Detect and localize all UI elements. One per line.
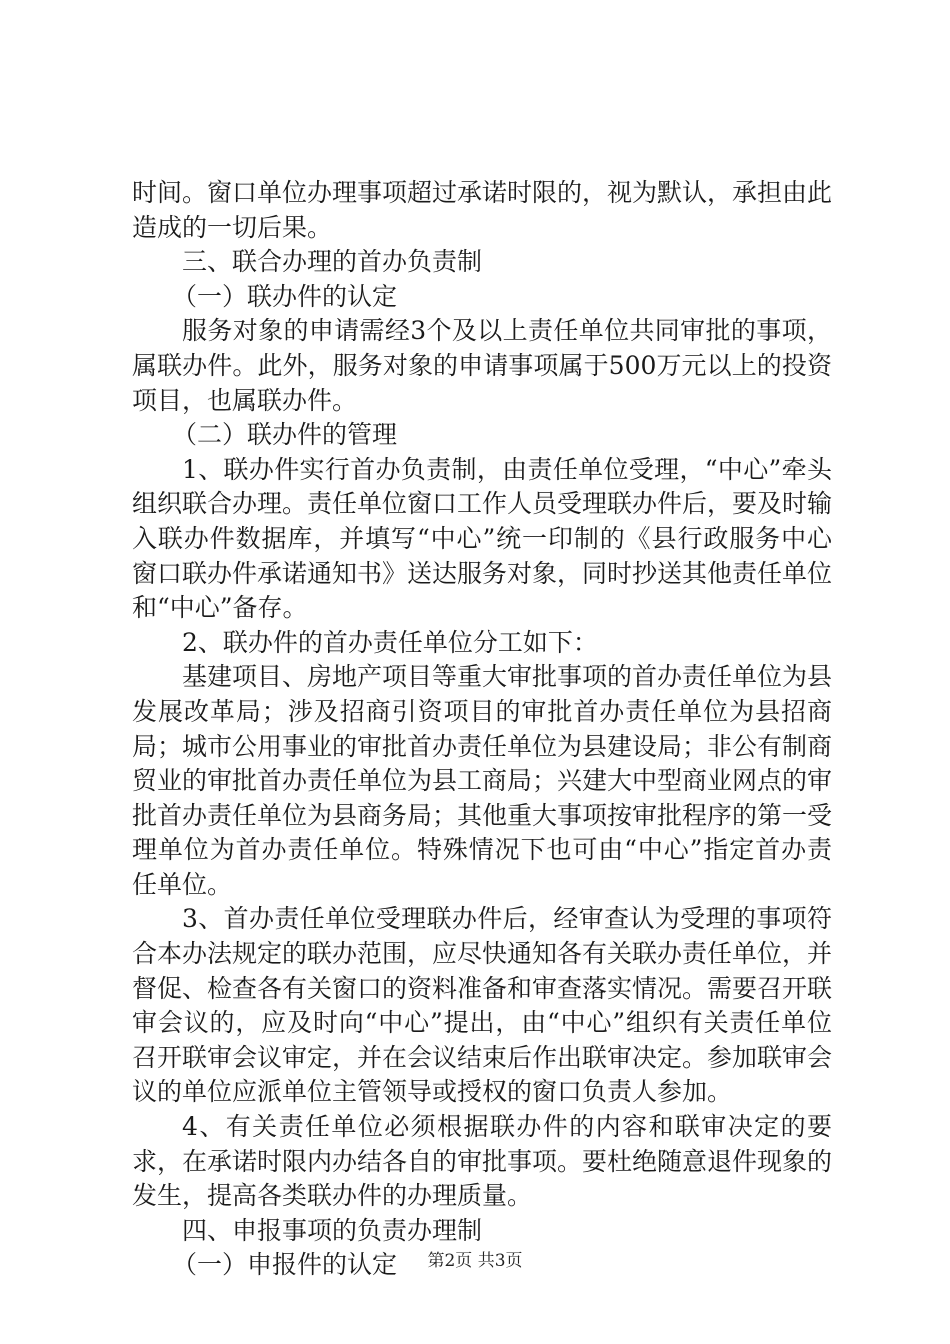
section-heading-4: 四、申报事项的负责办理制	[182, 1215, 483, 1245]
paragraph-item-1: 1、联办件实行首办负责制，由责任单位受理，“中心”牵头组织联合办理。责任单位窗口工作人员受理联办件后，要及时输入联办件数据库，并填写“中心”统一印制的《县行政服务中心窗口联办件承诺通知书》送达服务对象，同时抄送其他责任单位和“中心”备存。	[132, 454, 833, 623]
paragraph-continuation: 时间。窗口单位办理事项超过承诺时限的，视为默认，承担由此造成的一切后果。	[132, 178, 833, 242]
subsection-heading-3-1: （一）联办件的认定	[172, 281, 398, 311]
paragraph-responsibility-division: 基建项目、房地产项目等重大审批事项的首办责任单位为县发展改革局；涉及招商引资项目的审批首办责任单位为县招商局；城市公用事业的审批首办责任单位为县建设局；非公有制商贸业的审批首办责任单位为县工商局；兴建大中型商业网点的审批首办责任单位为县商务局；其他重大事项按审批程序的第一受理单位为首办责任单位。特殊情况下也可由“中心”指定首办责任单位。	[132, 662, 833, 899]
paragraph-item-2: 2、联办件的首办责任单位分工如下：	[182, 627, 598, 657]
paragraph-item-3: 3、首办责任单位受理联办件后，经审查认为受理的事项符合本办法规定的联办范围，应尽快通知各有关联办责任单位，并督促、检查各有关窗口的资料准备和审查落实情况。需要召开联审会议的，应及时向“中心”提出，由“中心”组织有关责任单位召开联审会议审定，并在会议结束后作出联审决定。参加联审会议的单位应派单位主管领导或授权的窗口负责人参加。	[132, 904, 833, 1107]
page-number-footer: 第2页 共3页	[427, 1251, 523, 1271]
paragraph-joint-case-definition: 服务对象的申请需经3个及以上责任单位共同审批的事项，属联办件。此外，服务对象的申请事项属于500万元以上的投资项目，也属联办件。	[132, 316, 832, 415]
section-heading-3: 三、联合办理的首办负责制	[182, 247, 483, 277]
document-body	[132, 176, 832, 1283]
paragraph-item-4: 4、有关责任单位必须根据联办件的内容和联审决定的要求，在承诺时限内办结各自的审批事项。要杜绝随意退件现象的发生，提高各类联办件的办理质量。	[132, 1112, 833, 1211]
subsection-heading-4-1: （一）申报件的认定	[172, 1250, 398, 1280]
subsection-heading-3-2: （二）联办件的管理	[172, 420, 398, 450]
